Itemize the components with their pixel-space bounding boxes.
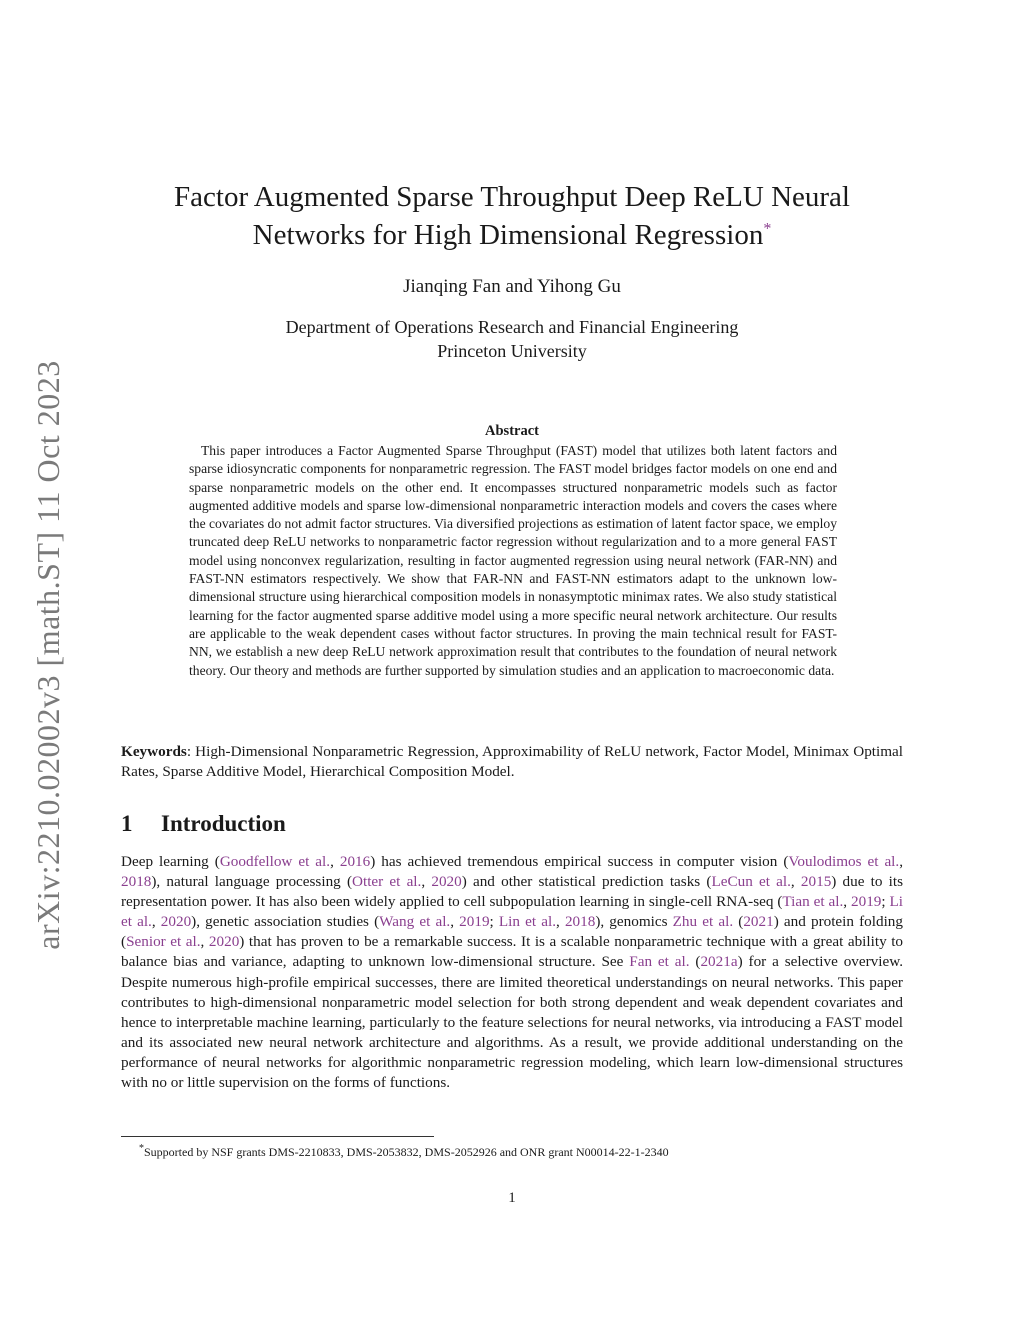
intro-text: Deep learning (	[121, 853, 220, 870]
intro-text: ) for a selective overview. Despite numerous high-profile empirical successes, there are limited theoretical understandings on neural networks. This paper contributes to high-dimensional nonparametric model selection for both strong dependent and weak dependent covariates and hence to interpretable machine learning, particularly to the feature selections for neural networks, via introducing a FAST model and its associated new neural network architecture and algorithms. As a result, we provide additional understanding on the performance of neural networks for algorithmic nonparametric regression modeling, which learn low-dimensional structures with no or little supervision on the forms of functions.	[121, 953, 904, 1092]
citation-link[interactable]: Voulodimos et al.	[788, 853, 900, 870]
title-line-1: Factor Augmented Sparse Throughput Deep ReLU Neural	[174, 181, 850, 213]
section-number: 1	[121, 811, 133, 836]
citation-link[interactable]: Lin et al.	[498, 913, 556, 931]
title-footnote-mark[interactable]: *	[763, 220, 772, 238]
page-number: 1	[508, 1190, 516, 1206]
citation-link[interactable]: Tian et al.	[782, 893, 844, 911]
citation-link[interactable]: 2020	[208, 933, 240, 951]
citation-link[interactable]: Senior et al.	[126, 933, 201, 951]
citation-link[interactable]: Fan et al.	[629, 953, 690, 971]
citation-link[interactable]: 2021a	[700, 953, 738, 971]
footnote-mark: *	[139, 1143, 144, 1154]
intro-text: ;	[881, 893, 890, 911]
citation-link[interactable]: Li et al.	[121, 893, 904, 931]
intro-text: ) and other statistical prediction tasks (	[461, 873, 712, 891]
abstract-text: This paper introduces a Factor Augmented Sparse Throughput (FAST) model that utilizes both latent factors and sparse idiosyncratic components for nonparametric regression. The FAST model bridges factor models on one end and sparse nonparametric models on the other end. It encompasses structured nonparametric models such as factor augmented additive models and sparse low-dimensional nonparametric interaction models and covers the cases where the covariates do not admit factor structures. Via diversified projections as estimation of latent factor space, we employ truncated deep ReLU networks to nonparametric factor regression without regularization and to a more general FAST model using nonconvex regularization, resulting in factor augmented regression using neural network (FAR-NN) and FAST-NN estimators respectively. We show that FAR-NN and FAST-NN estimators adapt to the unknown low-dimensional structure using hierarchical composition models in nonasymptotic minimax rates. We also study statistical learning for the factor augmented sparse additive model using a more specific neural network architecture. Our results are applicable to the weak dependent cases without factor structures. In proving the main technical result for FAST-NN, we establish a new deep ReLU network approximation result that contributes to the foundation of neural network theory. Our theory and methods are further supported by simulation studies and an application to macroeconomic data.	[189, 443, 837, 678]
introduction-paragraph	[121, 852, 903, 1093]
keywords-label: Keywords	[121, 743, 187, 760]
section-heading	[121, 810, 903, 838]
intro-text: ;	[489, 913, 499, 931]
citation-link[interactable]: 2019	[459, 913, 490, 931]
citation-link[interactable]: 2016	[339, 853, 371, 870]
intro-text: ) and protein folding (	[121, 913, 903, 951]
title-line-2: Networks for High Dimensional Regression	[252, 219, 764, 251]
footnote-text: Supported by NSF grants DMS-2210833, DMS-2053832, DMS-2052926 and ONR grant N00014-22-1-2340	[144, 1145, 669, 1159]
keywords-text: : High-Dimensional Nonparametric Regression, Approximability of ReLU network, Factor Model, Minimax Optimal Rates, Sparse Additive Model, Hierarchical Composition Model.	[121, 743, 903, 780]
intro-text: ,	[151, 913, 161, 931]
intro-text: ), natural language processing (	[151, 873, 353, 891]
citation-link[interactable]: Zhu et al.	[672, 913, 734, 931]
intro-text: ) that has proven to be a remarkable success. It is a scalable nonparametric technique with a great ability to balance bias and variance, adapting to unknown low-dimensional structure. See	[121, 933, 904, 971]
intro-text: ,	[450, 913, 460, 931]
footnote-rule	[121, 1136, 434, 1137]
citation-link[interactable]: Wang et al.	[379, 913, 451, 931]
intro-text: ,	[843, 893, 851, 911]
abstract-heading: Abstract	[485, 423, 539, 439]
citation-link[interactable]: LeCun et al.	[711, 873, 791, 891]
intro-text: ), genomics	[595, 913, 673, 931]
keywords	[121, 742, 903, 782]
intro-text: ,	[200, 933, 209, 951]
intro-text: ,	[556, 913, 565, 931]
intro-text: ,	[899, 853, 904, 870]
affiliation-department: Department of Operations Research and Financial Engineering	[285, 317, 739, 337]
citation-link[interactable]: 2020	[160, 913, 192, 931]
intro-text: ,	[421, 873, 432, 891]
arxiv-identifier: arXiv:2210.02002v3 [math.ST] 11 Oct 2023	[30, 360, 66, 950]
citation-link[interactable]: 2019	[851, 893, 882, 911]
citation-link[interactable]: 2018	[564, 913, 596, 931]
citation-link[interactable]: Otter et al.	[352, 873, 422, 891]
citation-link[interactable]: 2018	[121, 873, 152, 891]
intro-text: ) has achieved tremendous empirical success in computer vision (	[370, 853, 789, 870]
footnote	[121, 1141, 903, 1160]
affiliation-university: Princeton University	[437, 341, 587, 361]
intro-text: ,	[330, 853, 340, 870]
citation-link[interactable]: 2021	[743, 913, 774, 931]
citation-link[interactable]: 2020	[431, 873, 462, 891]
intro-text: (	[733, 913, 744, 931]
authors: Jianqing Fan and Yihong Gu	[403, 276, 621, 297]
affiliation	[110, 315, 914, 363]
paper-title	[110, 178, 914, 254]
citation-link[interactable]: Goodfellow et al.	[219, 853, 331, 870]
citation-link[interactable]: 2015	[800, 873, 832, 891]
intro-text: ,	[790, 873, 801, 891]
section-title: Introduction	[161, 811, 286, 836]
intro-text: ) due to its representation power. It has also been widely applied to cell subpopulation learning in single-cell RNA-seq (	[121, 873, 904, 911]
intro-text: ), genetic association studies (	[191, 913, 380, 931]
intro-text: (	[689, 953, 701, 971]
